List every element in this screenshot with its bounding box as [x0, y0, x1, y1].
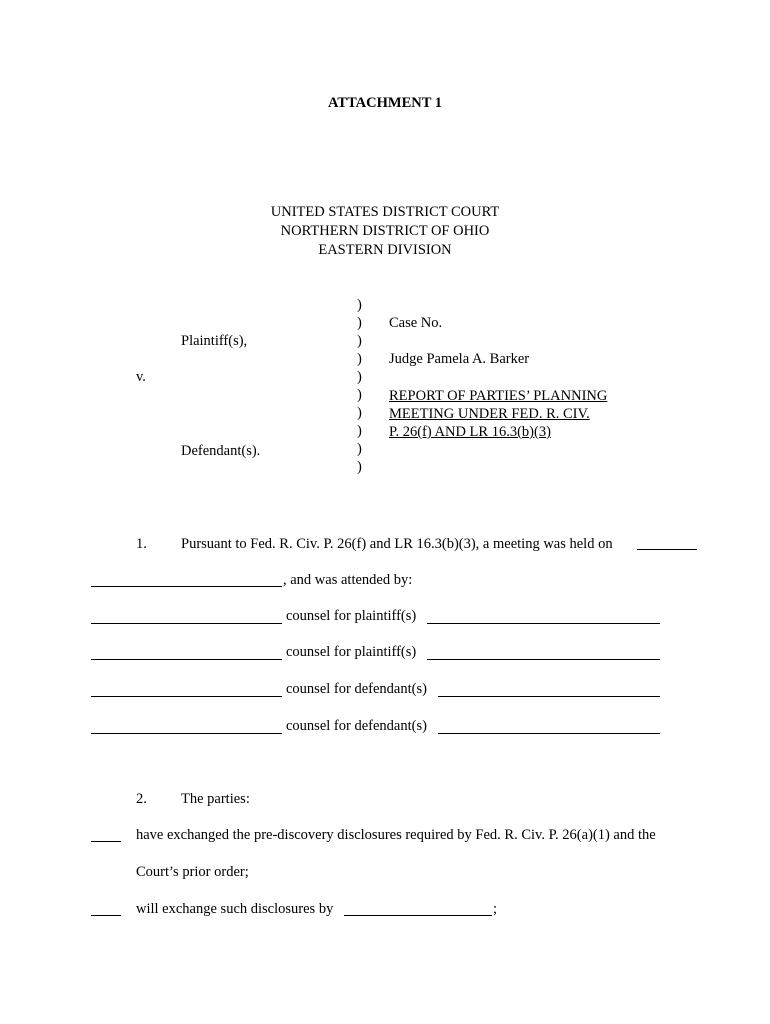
plaintiff-label: Plaintiff(s),: [181, 333, 248, 349]
caption-paren: ): [357, 297, 362, 313]
counsel-role-label: counsel for plaintiff(s): [286, 608, 417, 624]
meeting-date-field[interactable]: [637, 548, 697, 550]
counsel-name-field[interactable]: [91, 732, 282, 734]
option-1-text-line-1: have exchanged the pre-discovery disclosures required by Fed. R. Civ. P. 26(a)(1) and the: [136, 827, 656, 843]
caption-paren: ): [357, 441, 362, 457]
report-title-line-1: REPORT OF PARTIES’ PLANNING: [389, 388, 608, 404]
caption-paren: ): [357, 387, 362, 403]
option-2-text: will exchange such disclosures by: [136, 901, 334, 917]
option-2-end: ;: [493, 901, 498, 917]
judge-name: Judge Pamela A. Barker: [389, 351, 530, 367]
section-2-number: 2.: [136, 791, 147, 807]
caption-paren: ): [357, 351, 362, 367]
counsel-firm-field[interactable]: [427, 622, 660, 624]
caption-paren: ): [357, 423, 362, 439]
counsel-firm-field[interactable]: [438, 695, 660, 697]
section-1-sentence: Pursuant to Fed. R. Civ. P. 26(f) and LR 16.3(b)(3), a meeting was held on: [181, 536, 613, 552]
attended-by-text: , and was attended by:: [283, 572, 413, 588]
caption-paren: ): [357, 405, 362, 421]
section-1-number: 1.: [136, 536, 147, 552]
attachment-heading: ATTACHMENT 1: [328, 95, 442, 111]
caption-paren: ): [357, 369, 362, 385]
report-title-line-2: MEETING UNDER FED. R. CIV.: [389, 406, 590, 422]
court-name: UNITED STATES DISTRICT COURT: [270, 204, 500, 220]
option-2-checkbox-line[interactable]: [91, 914, 121, 916]
counsel-role-label: counsel for defendant(s): [286, 718, 427, 734]
disclosure-date-field[interactable]: [344, 914, 492, 916]
caption-paren: ): [357, 333, 362, 349]
caption-paren: ): [357, 315, 362, 331]
section-1-text: [181, 537, 613, 552]
court-district: NORTHERN DISTRICT OF OHIO: [280, 223, 490, 239]
counsel-name-field[interactable]: [91, 622, 282, 624]
counsel-name-field[interactable]: [91, 658, 282, 660]
versus-label: v.: [136, 369, 146, 385]
counsel-role-label: counsel for plaintiff(s): [286, 644, 417, 660]
meeting-location-field[interactable]: [91, 585, 282, 587]
caption-paren: ): [357, 459, 362, 475]
counsel-firm-field[interactable]: [438, 732, 660, 734]
defendant-label: Defendant(s).: [181, 443, 261, 459]
counsel-role-label: counsel for defendant(s): [286, 681, 427, 697]
counsel-firm-field[interactable]: [427, 658, 660, 660]
option-1-checkbox-line[interactable]: [91, 840, 121, 842]
case-number-label: Case No.: [389, 315, 443, 331]
report-title-line-3: P. 26(f) AND LR 16.3(b)(3): [389, 424, 551, 440]
counsel-name-field[interactable]: [91, 695, 282, 697]
court-division: EASTERN DIVISION: [318, 242, 452, 258]
section-2-text: The parties:: [181, 791, 250, 807]
option-1-text-line-2: Court’s prior order;: [136, 864, 249, 880]
